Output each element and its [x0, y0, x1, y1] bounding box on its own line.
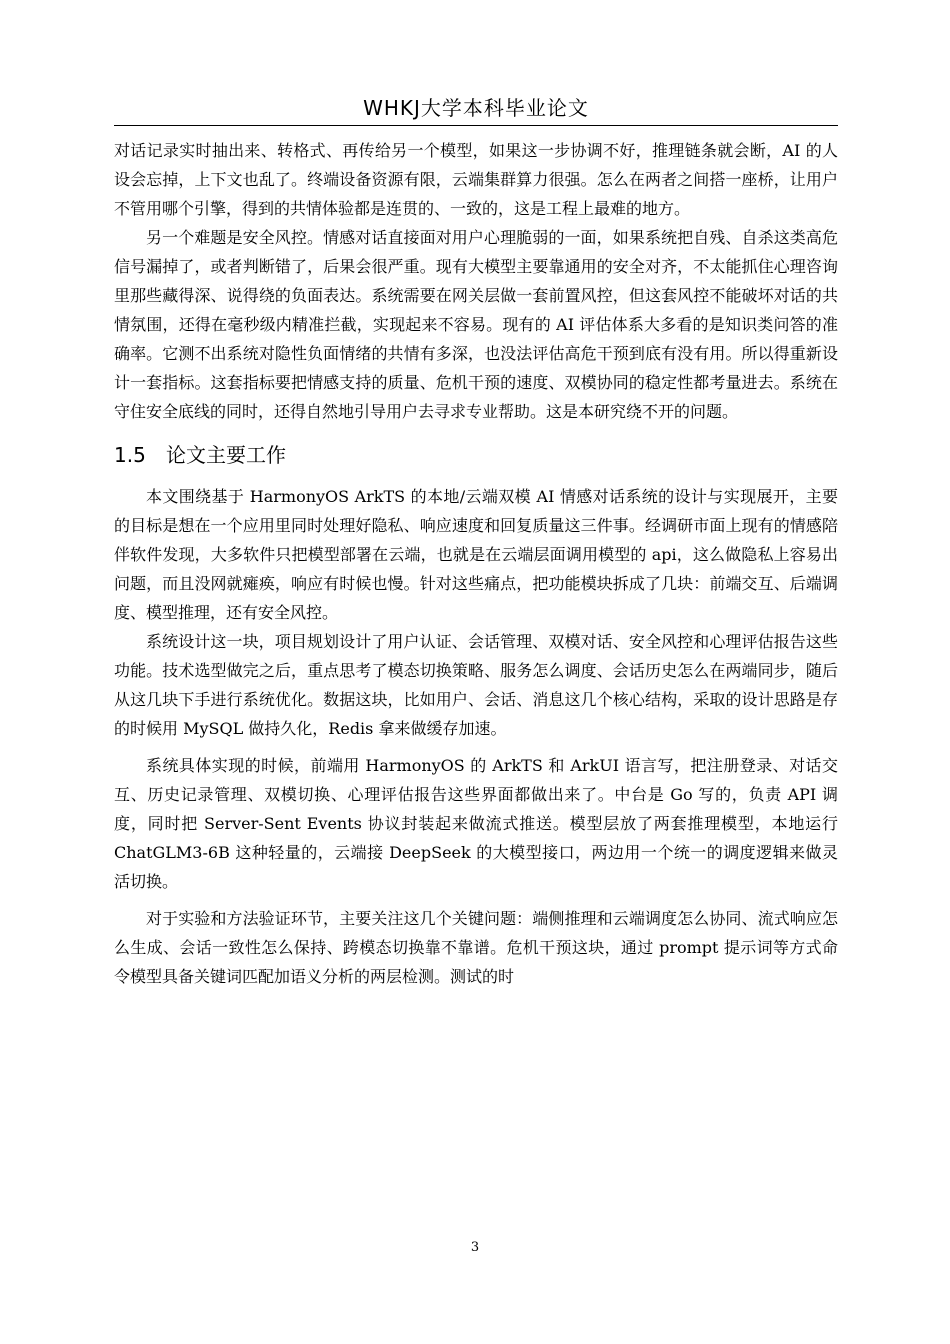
page-header — [114, 93, 838, 126]
section-heading — [114, 438, 838, 472]
page-number: 3 — [470, 1240, 480, 1255]
body-paragraph: 另一个难题是安全风控。情感对话直接面对用户心理脆弱的一面，如果系统把自残、自杀这类高危信号漏掉了，或者判断错了，后果会很严重。现有大模型主要靠通用的安全对齐，不太能抓住心理咨询里那些藏得深、说得绕的负面表达。系统需要在网关层做一套前置风控，但这套风控不能破坏对话的共情氛围，还得在毫秒级内精准拦截，实现起来不容易。现有的 AI 评估体系大多看的是知识类问答的准确率。它测不出系统对隐性负面情绪的共情有多深，也没法评估高危干预到底有没有用。所以得重新设计一套指标。这套指标要把情感支持的质量、危机干预的速度、双模协同的稳定性都考量进去。系统在守住安全底线的同时，还得自然地引导用户去寻求专业帮助。这是本研究绕不开的问题。 — [114, 228, 838, 421]
section-paragraph: 本文围绕基于 HarmonyOS ArkTS 的本地/云端双模 AI 情感对话系统的设计与实现展开，主要的目标是想在一个应用里同时处理好隐私、响应速度和回复质量这三件事。经调研市面上现有的情感陪伴软件发现，大多软件只把模型部署在云端，也就是在云端层面调用模型的 api，这么做隐私上容易出问题，而且没网就瘫痪，响应有时候也慢。针对这些痛点，把功能模块拆成了几块：前端交互、后端调度、模型推理，还有安全风控。 — [114, 487, 838, 622]
section-paragraph: 系统设计这一块，项目规划设计了用户认证、会话管理、双模对话、安全风控和心理评估报告这些功能。技术选型做完之后，重点思考了模态切换策略、服务怎么调度、会话历史怎么在两端同步，随后从这几块下手进行系统优化。数据这块，比如用户、会话、消息这几个核心结构，采取的设计思路是存的时候用 MySQL 做持久化，Redis 拿来做缓存加速。 — [114, 632, 838, 738]
section-paragraph: 系统具体实现的时候，前端用 HarmonyOS 的 ArkTS 和 ArkUI 语言写，把注册登录、对话交互、历史记录管理、双模切换、心理评估报告这些界面都做出来了。中台是 Go 写的，负责 API 调度，同时把 Server-Sent Events 协议封装起来做流式推送。模型层放了两套推理模型，本地运行 ChatGLM3-6B 这种轻量的，云端接 DeepSeek 的大模型接口，两边用一个统一的调度逻辑来做灵活切换。 — [114, 756, 838, 891]
section-number: 1.5 — [114, 443, 146, 467]
section-title: 论文主要工作 — [166, 443, 286, 467]
section-paragraph: 对于实验和方法验证环节，主要关注这几个关键问题：端侧推理和云端调度怎么协同、流式响应怎么生成、会话一致性怎么保持、跨模态切换靠不靠谱。危机干预这块，通过 prompt 提示词等方式命令模型具备关键词匹配加语义分析的两层检测。测试的时 — [114, 909, 838, 986]
page-body — [114, 136, 838, 991]
header-title: WHKJ大学本科毕业论文 — [363, 96, 589, 120]
body-paragraph: 对话记录实时抽出来、转格式、再传给另一个模型，如果这一步协调不好，推理链条就会断，AI 的人设会忘掉，上下文也乱了。终端设备资源有限，云端集群算力很强。怎么在两者之间搭一座桥，让用户不管用哪个引擎，得到的共情体验都是连贯的、一致的，这是工程上最难的地方。 — [114, 141, 838, 218]
